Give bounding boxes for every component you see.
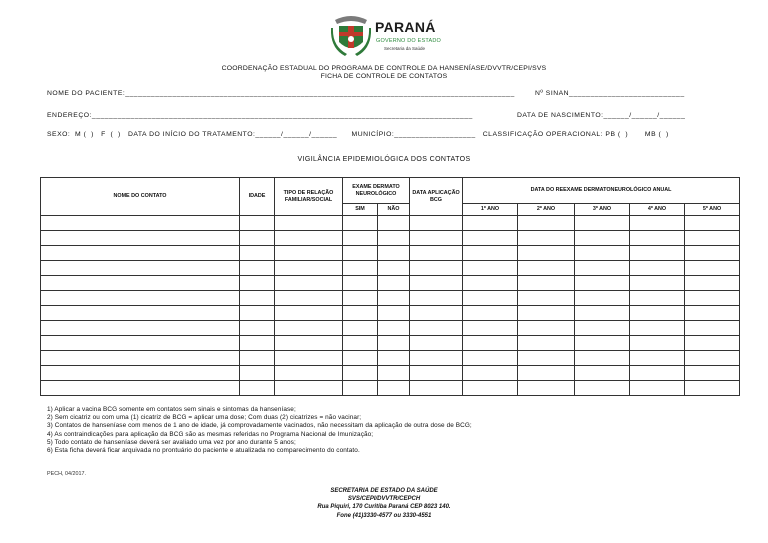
table-cell[interactable] xyxy=(518,216,575,231)
table-cell[interactable] xyxy=(685,261,740,276)
table-cell[interactable] xyxy=(630,381,685,396)
table-cell[interactable] xyxy=(41,336,240,351)
header-year-2: 2º ANO xyxy=(518,204,575,216)
header-year-1: 1º ANO xyxy=(463,204,518,216)
table-cell[interactable] xyxy=(378,291,410,306)
note-1: 1) Aplicar a vacina BCG somente em contatos sem sinais e sintomas da hanseníase; xyxy=(47,406,296,413)
form-version: PECH, 04/2017. xyxy=(47,471,86,477)
table-cell[interactable] xyxy=(575,336,630,351)
table-cell[interactable] xyxy=(410,336,463,351)
table-cell[interactable] xyxy=(518,366,575,381)
table-cell[interactable] xyxy=(410,381,463,396)
table-cell[interactable] xyxy=(378,321,410,336)
table-row xyxy=(41,351,740,366)
table-cell[interactable] xyxy=(378,246,410,261)
table-cell[interactable] xyxy=(240,261,275,276)
table-cell[interactable] xyxy=(463,261,518,276)
table-cell[interactable] xyxy=(410,321,463,336)
table-cell[interactable] xyxy=(410,231,463,246)
table-cell[interactable] xyxy=(41,231,240,246)
table-cell[interactable] xyxy=(410,366,463,381)
table-cell[interactable] xyxy=(463,351,518,366)
note-5: 5) Todo contato de hanseníase deverá ser avaliado uma vez por ano durante 5 anos; xyxy=(47,438,296,446)
header-yes: SIM xyxy=(343,204,378,216)
table-cell[interactable] xyxy=(275,246,343,261)
table-cell[interactable] xyxy=(240,216,275,231)
table-row xyxy=(41,276,740,291)
header-contact-name: NOME DO CONTATO xyxy=(41,178,240,216)
table-cell[interactable] xyxy=(343,321,378,336)
footer-line-4: Fone (41)3330-4577 ou 3330-4551 xyxy=(336,512,432,519)
table-cell[interactable] xyxy=(41,276,240,291)
table-cell[interactable] xyxy=(463,366,518,381)
table-cell[interactable] xyxy=(685,321,740,336)
table-cell[interactable] xyxy=(41,366,240,381)
table-cell[interactable] xyxy=(240,246,275,261)
table-cell[interactable] xyxy=(685,381,740,396)
table-cell[interactable] xyxy=(343,261,378,276)
table-cell[interactable] xyxy=(410,261,463,276)
table-cell[interactable] xyxy=(410,276,463,291)
table-cell[interactable] xyxy=(275,321,343,336)
header-annual-reexam: DATA DO REEXAME DERMATONEUROLÓGICO ANUAL xyxy=(463,178,740,204)
table-cell[interactable] xyxy=(630,291,685,306)
table-cell[interactable] xyxy=(575,216,630,231)
table-cell[interactable] xyxy=(240,291,275,306)
table-cell[interactable] xyxy=(41,246,240,261)
address-field[interactable]: ENDEREÇO:_________________________________________________________________________________________ xyxy=(47,112,473,119)
table-cell[interactable] xyxy=(378,276,410,291)
table-cell[interactable] xyxy=(685,246,740,261)
table-cell[interactable] xyxy=(518,246,575,261)
table-cell[interactable] xyxy=(378,381,410,396)
table-cell[interactable] xyxy=(575,381,630,396)
table-cell[interactable] xyxy=(630,246,685,261)
table-cell[interactable] xyxy=(685,306,740,321)
table-cell[interactable] xyxy=(575,276,630,291)
table-cell[interactable] xyxy=(41,381,240,396)
contacts-table xyxy=(40,177,740,396)
table-cell[interactable] xyxy=(41,351,240,366)
table-cell[interactable] xyxy=(685,291,740,306)
instructions-list xyxy=(47,406,472,455)
table-cell[interactable] xyxy=(575,321,630,336)
table-cell[interactable] xyxy=(275,276,343,291)
table-row xyxy=(41,366,740,381)
table-cell[interactable] xyxy=(575,261,630,276)
table-cell[interactable] xyxy=(275,366,343,381)
table-row xyxy=(41,231,740,246)
table-cell[interactable] xyxy=(378,261,410,276)
table-row xyxy=(41,246,740,261)
note-3: 3) Contatos de hanseníase com menos de 1 ano de idade, já comprovadamente vacinados, não necessitam da aplicação de outra dose de BCG; xyxy=(47,422,472,430)
table-row xyxy=(41,261,740,276)
table-cell[interactable] xyxy=(575,246,630,261)
header-year-3: 3º ANO xyxy=(575,204,630,216)
table-cell[interactable] xyxy=(275,351,343,366)
brand-secretariat: Secretaria da Saúde xyxy=(384,46,426,51)
table-cell[interactable] xyxy=(410,216,463,231)
table-cell[interactable] xyxy=(378,216,410,231)
table-cell[interactable] xyxy=(240,321,275,336)
table-cell[interactable] xyxy=(685,336,740,351)
table-cell[interactable] xyxy=(275,381,343,396)
document-subtitle: FICHA DE CONTROLE DE CONTATOS xyxy=(320,73,448,80)
table-row xyxy=(41,291,740,306)
table-cell[interactable] xyxy=(275,231,343,246)
table-cell[interactable] xyxy=(575,291,630,306)
table-cell[interactable] xyxy=(275,336,343,351)
header-dermato-exam: EXAME DERMATO NEUROLÓGICO xyxy=(343,178,410,204)
table-cell[interactable] xyxy=(41,216,240,231)
table-cell[interactable] xyxy=(630,336,685,351)
table-cell[interactable] xyxy=(410,246,463,261)
table-row xyxy=(41,321,740,336)
table-cell[interactable] xyxy=(378,336,410,351)
table-cell[interactable] xyxy=(685,276,740,291)
table-cell[interactable] xyxy=(343,336,378,351)
footer-line-2: SVS/CEPI/DVVTR/CEPCH xyxy=(347,496,421,503)
table-cell[interactable] xyxy=(685,351,740,366)
table-row xyxy=(41,306,740,321)
table-cell[interactable] xyxy=(630,351,685,366)
table-cell[interactable] xyxy=(275,306,343,321)
header-age: IDADE xyxy=(240,178,275,216)
table-cell[interactable] xyxy=(463,336,518,351)
table-cell[interactable] xyxy=(463,306,518,321)
table-cell[interactable] xyxy=(575,306,630,321)
table-cell[interactable] xyxy=(463,216,518,231)
table-cell[interactable] xyxy=(410,291,463,306)
parana-logo xyxy=(331,14,471,58)
brand-name: PARANÁ xyxy=(375,19,436,35)
table-cell[interactable] xyxy=(685,231,740,246)
table-cell[interactable] xyxy=(343,381,378,396)
table-cell[interactable] xyxy=(518,231,575,246)
table-cell[interactable] xyxy=(463,231,518,246)
table-cell[interactable] xyxy=(410,351,463,366)
table-cell[interactable] xyxy=(378,306,410,321)
table-cell[interactable] xyxy=(630,231,685,246)
table-cell[interactable] xyxy=(240,231,275,246)
table-cell[interactable] xyxy=(240,381,275,396)
table-cell[interactable] xyxy=(240,336,275,351)
table-cell[interactable] xyxy=(343,306,378,321)
header-no: NÃO xyxy=(378,204,410,216)
table-cell[interactable] xyxy=(41,261,240,276)
table-cell[interactable] xyxy=(630,366,685,381)
table-cell[interactable] xyxy=(463,276,518,291)
table-cell[interactable] xyxy=(240,366,275,381)
table-cell[interactable] xyxy=(378,366,410,381)
table-cell[interactable] xyxy=(575,351,630,366)
note-2: 2) Sem cicatriz ou com uma (1) cicatriz de BCG = aplicar uma dose; Com duas (2) cicatrizes = não vacinar; xyxy=(47,414,362,422)
table-row xyxy=(41,216,740,231)
table-cell[interactable] xyxy=(275,261,343,276)
note-6: 6) Esta ficha deverá ficar arquivada no prontuário do paciente e atualizada no comparecimento do contato. xyxy=(47,447,360,455)
table-cell[interactable] xyxy=(41,321,240,336)
table-cell[interactable] xyxy=(410,306,463,321)
table-cell[interactable] xyxy=(343,216,378,231)
table-cell[interactable] xyxy=(343,291,378,306)
table-cell[interactable] xyxy=(343,246,378,261)
document-title: COORDENAÇÃO ESTADUAL DO PROGRAMA DE CONTROLE DA HANSENÍASE/DVVTR/CEPI/SVS xyxy=(221,65,547,72)
table-cell[interactable] xyxy=(343,366,378,381)
table-cell[interactable] xyxy=(518,306,575,321)
table-cell[interactable] xyxy=(240,306,275,321)
table-cell[interactable] xyxy=(518,261,575,276)
table-cell[interactable] xyxy=(41,291,240,306)
table-cell[interactable] xyxy=(343,231,378,246)
table-row xyxy=(41,336,740,351)
sex-treatment-classification-line[interactable]: SEXO: M ( ) F ( ) DATA DO INÍCIO DO TRATAMENTO:______/______/______ MUNICÍPIO:___________________ CLASSIFICAÇÃO OPERACIONAL: PB ( ) MB ( ) xyxy=(47,131,669,138)
note-4: 4) As contraindicações para aplicação da BCG são as mesmas referidas no Programa Nacional de Imunização; xyxy=(47,430,374,438)
table-cell[interactable] xyxy=(575,231,630,246)
table-cell[interactable] xyxy=(275,216,343,231)
table-row xyxy=(41,381,740,396)
footer-address xyxy=(0,487,768,520)
footer-line-1: SECRETARIA DE ESTADO DA SAÚDE xyxy=(330,488,438,494)
table-cell[interactable] xyxy=(378,231,410,246)
table-cell[interactable] xyxy=(685,366,740,381)
header-year-5: 5º ANO xyxy=(685,204,740,216)
section-title: VIGILÂNCIA EPIDEMIOLÓGICA DOS CONTATOS xyxy=(297,156,471,163)
table-cell[interactable] xyxy=(378,351,410,366)
table-cell[interactable] xyxy=(518,381,575,396)
table-cell[interactable] xyxy=(240,276,275,291)
table-cell[interactable] xyxy=(630,261,685,276)
table-cell[interactable] xyxy=(463,321,518,336)
table-cell[interactable] xyxy=(240,351,275,366)
birth-date-field[interactable]: DATA DE NASCIMENTO:______/______/______ xyxy=(517,112,686,119)
table-cell[interactable] xyxy=(463,246,518,261)
parana-coat-of-arms-icon xyxy=(331,14,371,58)
sinan-field[interactable]: Nº SINAN___________________________ xyxy=(535,90,685,97)
table-cell[interactable] xyxy=(630,216,685,231)
table-cell[interactable] xyxy=(518,351,575,366)
table-cell[interactable] xyxy=(463,381,518,396)
patient-name-field[interactable]: NOME DO PACIENTE:___________________________________________________________________________________________ xyxy=(47,90,515,97)
header-bcg-date: DATA APLICAÇÃO BCG xyxy=(410,178,463,216)
header-year-4: 4º ANO xyxy=(630,204,685,216)
header-relation-type: TIPO DE RELAÇÃO FAMILIAR/SOCIAL xyxy=(275,178,343,216)
table-cell[interactable] xyxy=(518,291,575,306)
table-cell[interactable] xyxy=(275,291,343,306)
table-cell[interactable] xyxy=(463,291,518,306)
table-cell[interactable] xyxy=(41,306,240,321)
table-cell[interactable] xyxy=(575,366,630,381)
table-cell[interactable] xyxy=(343,351,378,366)
brand-government: GOVERNO DO ESTADO xyxy=(376,38,442,44)
table-cell[interactable] xyxy=(630,306,685,321)
table-cell[interactable] xyxy=(518,321,575,336)
footer-line-3: Rua Piquiri, 170 Curitiba Paraná CEP 8023 140. xyxy=(317,504,451,511)
table-cell[interactable] xyxy=(630,276,685,291)
table-cell[interactable] xyxy=(518,336,575,351)
table-cell[interactable] xyxy=(518,276,575,291)
table-cell[interactable] xyxy=(343,276,378,291)
table-cell[interactable] xyxy=(685,216,740,231)
table-cell[interactable] xyxy=(630,321,685,336)
